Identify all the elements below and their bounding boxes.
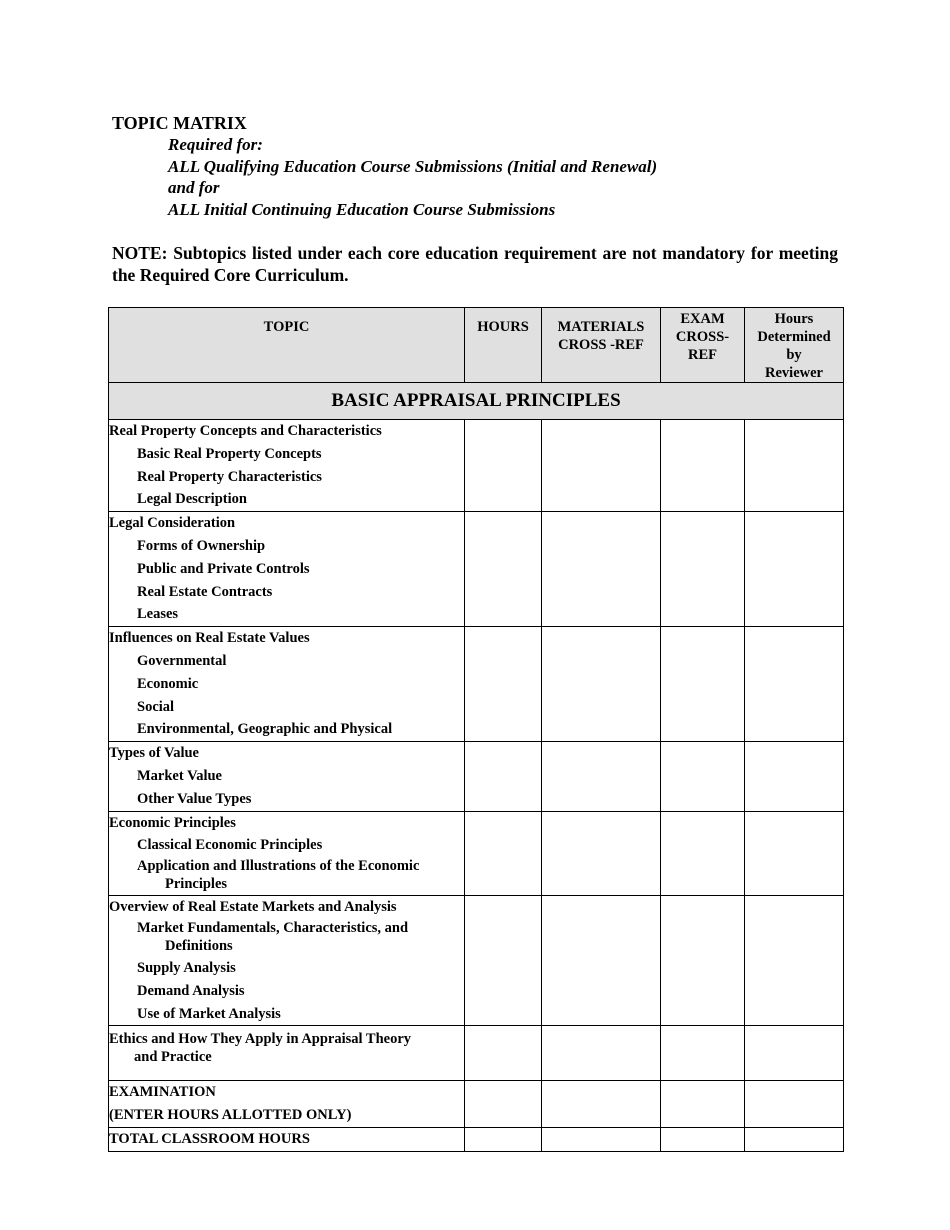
table-row bbox=[109, 1026, 844, 1081]
subtopic: Demand Analysis bbox=[137, 982, 245, 999]
header-line: Determined bbox=[757, 329, 831, 345]
total-cell bbox=[109, 1127, 465, 1151]
subtopic-line: Application and Illustrations of the Economic bbox=[137, 858, 420, 875]
header-line: CROSS- bbox=[675, 329, 730, 345]
title-block bbox=[112, 112, 657, 220]
table-row bbox=[109, 896, 844, 1026]
reviewer-cell[interactable] bbox=[745, 627, 844, 742]
reviewer-cell[interactable] bbox=[745, 512, 844, 627]
subtopic: Public and Private Controls bbox=[137, 560, 310, 577]
hours-cell[interactable] bbox=[465, 420, 542, 512]
subtopic: Legal Description bbox=[137, 491, 247, 508]
exam-cell[interactable] bbox=[661, 627, 745, 742]
topic-cell bbox=[109, 627, 465, 742]
topic-cell bbox=[109, 742, 465, 811]
table-row bbox=[109, 742, 844, 811]
header-line: Hours bbox=[774, 311, 814, 327]
subtopic: Forms of Ownership bbox=[137, 537, 266, 554]
hours-cell[interactable] bbox=[465, 896, 542, 1026]
hours-cell[interactable] bbox=[465, 811, 542, 896]
table-row bbox=[109, 512, 844, 627]
examination-label: EXAMINATION bbox=[109, 1084, 216, 1101]
hours-cell[interactable] bbox=[465, 627, 542, 742]
subtopic: Market Value bbox=[137, 767, 222, 784]
header-line: EXAM bbox=[680, 311, 725, 327]
table-row bbox=[109, 627, 844, 742]
header-line: CROSS -REF bbox=[558, 337, 644, 353]
subtopic: Basic Real Property Concepts bbox=[137, 445, 322, 462]
section-title: BASIC APPRAISAL PRINCIPLES bbox=[109, 383, 844, 420]
examination-note: (ENTER HOURS ALLOTTED ONLY) bbox=[109, 1107, 352, 1124]
table-row bbox=[109, 420, 844, 512]
topic-matrix-table bbox=[108, 307, 844, 1152]
topic-cell bbox=[109, 420, 465, 512]
subtopic-line: Definitions bbox=[165, 937, 233, 954]
subtitle-line: ALL Initial Continuing Education Course Submissions bbox=[168, 199, 556, 219]
reviewer-cell[interactable] bbox=[745, 1127, 844, 1151]
page-title: TOPIC MATRIX bbox=[112, 113, 247, 133]
materials-cell[interactable] bbox=[542, 512, 661, 627]
exam-cell[interactable] bbox=[661, 512, 745, 627]
materials-cell[interactable] bbox=[542, 811, 661, 896]
exam-cell[interactable] bbox=[661, 742, 745, 811]
hours-cell[interactable] bbox=[465, 1026, 542, 1081]
column-header-materials bbox=[542, 308, 661, 383]
subtopic: Classical Economic Principles bbox=[137, 837, 323, 854]
hours-cell[interactable] bbox=[465, 1127, 542, 1151]
subtopic: Environmental, Geographic and Physical bbox=[137, 721, 393, 738]
column-header-hours: HOURS bbox=[465, 308, 542, 383]
topic-title-line: and Practice bbox=[134, 1049, 212, 1066]
subtopic: Leases bbox=[137, 606, 179, 623]
subtopic bbox=[109, 857, 464, 893]
column-header-reviewer bbox=[745, 308, 844, 383]
topic-title: Economic Principles bbox=[109, 814, 236, 831]
materials-cell[interactable] bbox=[542, 1026, 661, 1081]
hours-cell[interactable] bbox=[465, 512, 542, 627]
subtitle-line: ALL Qualifying Education Course Submissions (Initial and Renewal) bbox=[168, 156, 658, 176]
header-row bbox=[109, 308, 844, 383]
subtopic: Real Estate Contracts bbox=[137, 583, 273, 600]
examination-cell bbox=[109, 1081, 465, 1128]
reviewer-cell[interactable] bbox=[745, 420, 844, 512]
subtopic: Real Property Characteristics bbox=[137, 468, 322, 485]
exam-cell[interactable] bbox=[661, 811, 745, 896]
hours-cell[interactable] bbox=[465, 1081, 542, 1128]
header-line: MATERIALS bbox=[557, 319, 645, 335]
topic-cell bbox=[109, 811, 465, 896]
reviewer-cell[interactable] bbox=[745, 742, 844, 811]
exam-cell[interactable] bbox=[661, 1081, 745, 1128]
column-header-exam bbox=[661, 308, 745, 383]
topic-title: Overview of Real Estate Markets and Analysis bbox=[109, 899, 397, 916]
materials-cell[interactable] bbox=[542, 896, 661, 1026]
reviewer-cell[interactable] bbox=[745, 1026, 844, 1081]
subtopic: Use of Market Analysis bbox=[137, 1005, 281, 1022]
hours-cell[interactable] bbox=[465, 742, 542, 811]
subtitle-line: and for bbox=[168, 178, 220, 197]
exam-cell[interactable] bbox=[661, 896, 745, 1026]
topic-cell bbox=[109, 512, 465, 627]
topic-title: Real Property Concepts and Characteristics bbox=[109, 423, 382, 439]
header-line: REF bbox=[688, 347, 717, 363]
header-line: by bbox=[786, 347, 802, 363]
topic-cell bbox=[109, 1026, 465, 1081]
subtopic-line: Principles bbox=[165, 876, 228, 893]
materials-cell[interactable] bbox=[542, 420, 661, 512]
subtopic bbox=[109, 919, 464, 955]
table-row bbox=[109, 811, 844, 896]
note-paragraph: NOTE: Subtopics listed under each core education requirement are not mandatory for meeting the Required Core Curriculum. bbox=[112, 243, 838, 285]
examination-row bbox=[109, 1081, 844, 1128]
topic-title: Legal Consideration bbox=[109, 515, 236, 532]
reviewer-cell[interactable] bbox=[745, 896, 844, 1026]
total-row bbox=[109, 1127, 844, 1151]
column-header-topic: TOPIC bbox=[109, 308, 465, 383]
materials-cell[interactable] bbox=[542, 627, 661, 742]
subtopic: Supply Analysis bbox=[137, 959, 236, 976]
reviewer-cell[interactable] bbox=[745, 811, 844, 896]
exam-cell[interactable] bbox=[661, 1026, 745, 1081]
materials-cell[interactable] bbox=[542, 1081, 661, 1128]
subtopic: Social bbox=[137, 698, 175, 715]
total-label: TOTAL CLASSROOM HOURS bbox=[109, 1130, 310, 1147]
exam-cell[interactable] bbox=[661, 420, 745, 512]
topic-cell bbox=[109, 896, 465, 1026]
header-line: Reviewer bbox=[765, 365, 823, 381]
subtitle-line: Required for: bbox=[168, 135, 263, 154]
exam-cell[interactable] bbox=[661, 1127, 745, 1151]
subtopic: Economic bbox=[137, 675, 199, 692]
topic-title bbox=[109, 1030, 464, 1066]
subtopic: Other Value Types bbox=[137, 790, 252, 807]
materials-cell[interactable] bbox=[542, 1127, 661, 1151]
reviewer-cell[interactable] bbox=[745, 1081, 844, 1128]
topic-title: Types of Value bbox=[109, 745, 199, 762]
topic-title-line: Ethics and How They Apply in Appraisal Theory bbox=[109, 1031, 412, 1048]
subtopic: Governmental bbox=[137, 652, 227, 669]
materials-cell[interactable] bbox=[542, 742, 661, 811]
section-row bbox=[109, 383, 844, 420]
subtopic-line: Market Fundamentals, Characteristics, and bbox=[137, 919, 409, 936]
topic-title: Influences on Real Estate Values bbox=[109, 630, 310, 647]
